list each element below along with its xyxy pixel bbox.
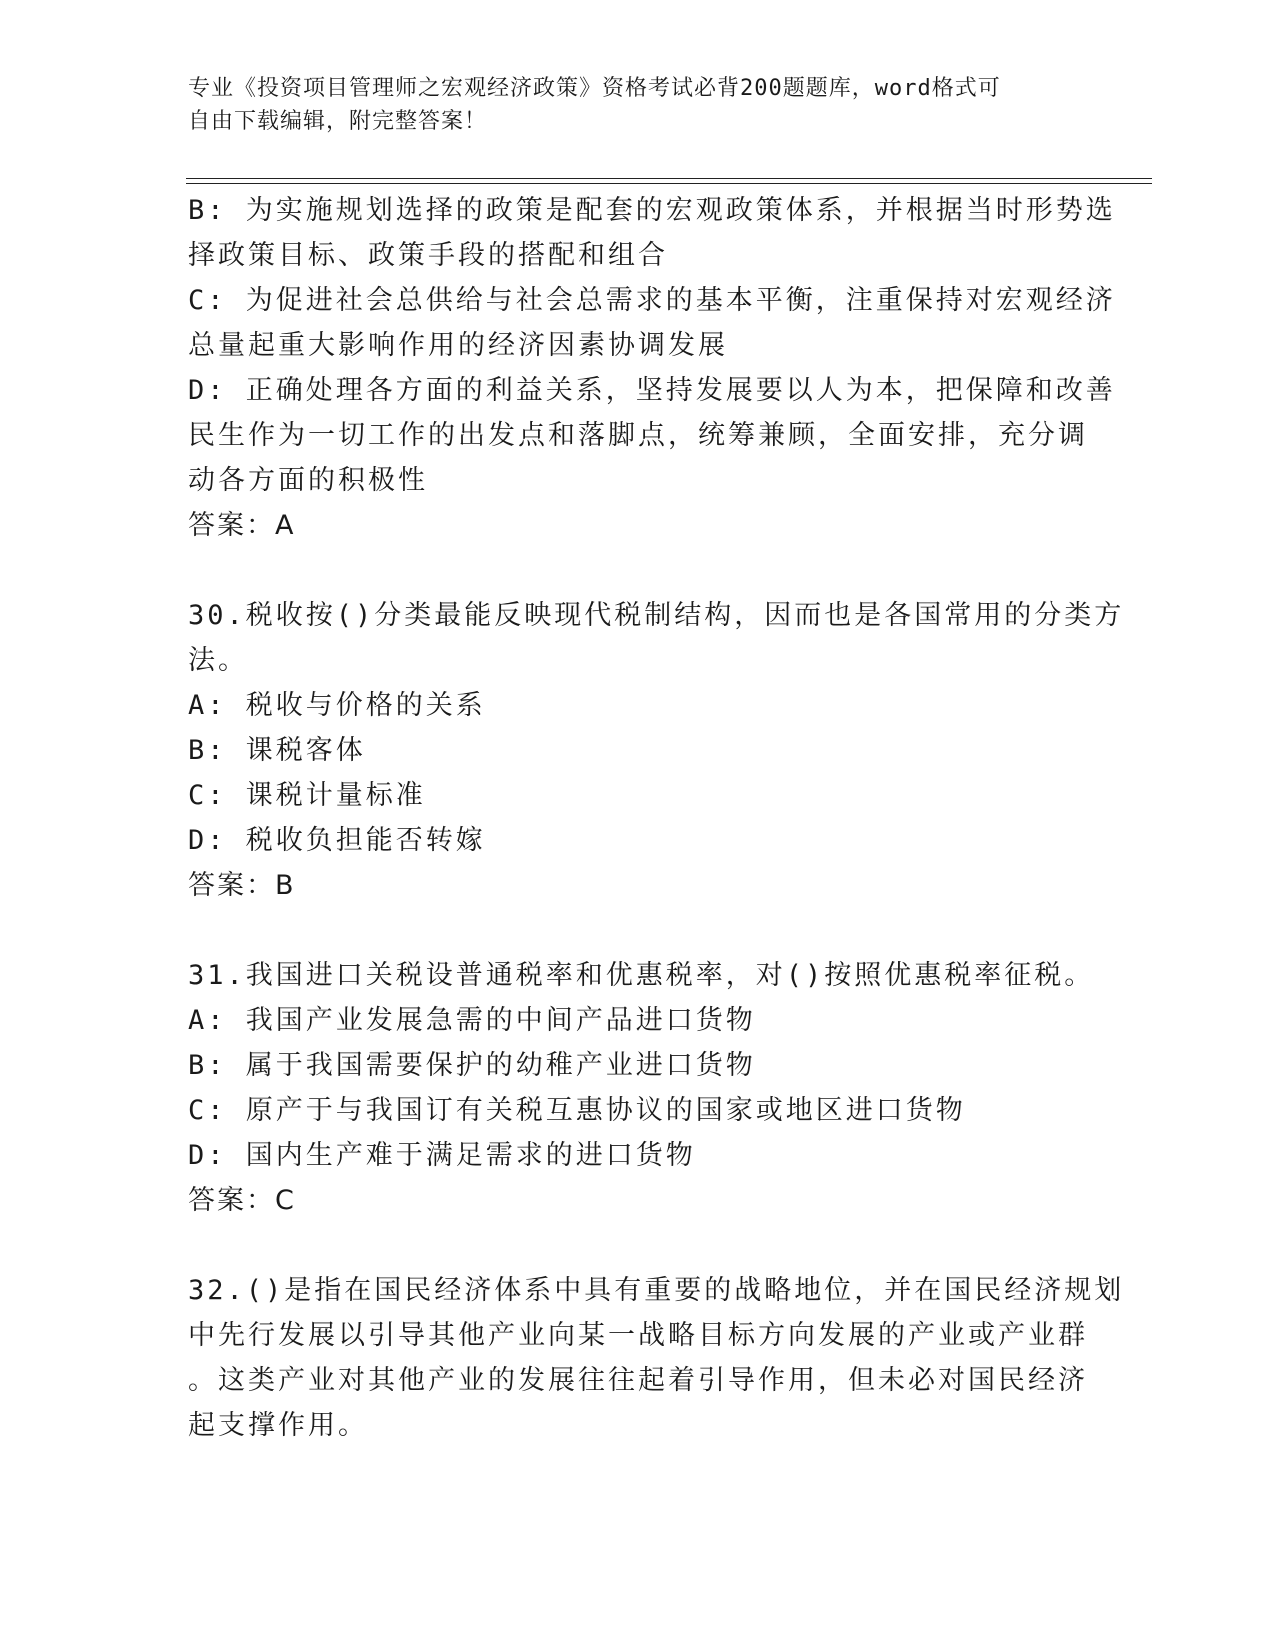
option-a: A: 我国产业发展急需的中间产品进口货物 (188, 1005, 756, 1036)
page-header (188, 72, 1068, 138)
question-32 (188, 1268, 1125, 1448)
question-stem-line-1: 30.税收按()分类最能反映现代税制结构，因而也是各国常用的分类方 (188, 600, 1125, 631)
spacer (188, 548, 1088, 593)
option-c-line-2: 总量起重大影响作用的经济因素协调发展 (188, 330, 728, 361)
option-c-line-1: C: 为促进社会总供给与社会总需求的基本平衡，注重保持对宏观经济 (188, 285, 1116, 316)
question-30 (188, 593, 1125, 908)
option-b-line-2: 择政策目标、政策手段的搭配和组合 (188, 240, 668, 271)
option-b: B: 属于我国需要保护的幼稚产业进口货物 (188, 1050, 756, 1081)
question-stem-line-3: 。这类产业对其他产业的发展往往起着引导作用，但未必对国民经济 (188, 1365, 1088, 1396)
option-b-line-1: B: 为实施规划选择的政策是配套的宏观政策体系，并根据当时形势选 (188, 195, 1116, 226)
option-c: C: 课税计量标准 (188, 780, 426, 811)
answer-label: 答案：B (188, 870, 296, 901)
question-31 (188, 953, 1095, 1223)
question-stem-line-2: 中先行发展以引导其他产业向某一战略目标方向发展的产业或产业群 (188, 1320, 1088, 1351)
option-d-line-2: 民生作为一切工作的出发点和落脚点，统筹兼顾，全面安排，充分调 (188, 420, 1088, 451)
option-d: D: 国内生产难于满足需求的进口货物 (188, 1140, 696, 1171)
header-divider-bottom (186, 183, 1152, 184)
option-b: B: 课税客体 (188, 735, 366, 766)
option-c: C: 原产于与我国订有关税互惠协议的国家或地区进口货物 (188, 1095, 966, 1126)
answer-label: 答案：C (188, 1185, 296, 1216)
option-d-line-3: 动各方面的积极性 (188, 465, 428, 496)
spacer (188, 1223, 1088, 1268)
question-stem-line-4: 起支撑作用。 (188, 1410, 368, 1441)
option-a: A: 税收与价格的关系 (188, 690, 486, 721)
spacer (188, 908, 1088, 953)
question-stem: 31.我国进口关税设普通税率和优惠税率，对()按照优惠税率征税。 (188, 960, 1095, 991)
header-divider-top (186, 178, 1152, 179)
document-body (188, 188, 1125, 1448)
question-stem-line-1: 32.()是指在国民经济体系中具有重要的战略地位，并在国民经济规划 (188, 1275, 1125, 1306)
header-title-line-2: 自由下载编辑，附完整答案！ (188, 109, 488, 134)
question-stem-line-2: 法。 (188, 645, 248, 676)
answer-label: 答案：A (188, 510, 296, 541)
option-d-line-1: D: 正确处理各方面的利益关系，坚持发展要以人为本，把保障和改善 (188, 375, 1116, 406)
question-29-continuation (188, 188, 1116, 548)
header-title-line-1: 专业《投资项目管理师之宏观经济政策》资格考试必背200题题库，word格式可 (188, 76, 1001, 101)
option-d: D: 税收负担能否转嫁 (188, 825, 486, 856)
